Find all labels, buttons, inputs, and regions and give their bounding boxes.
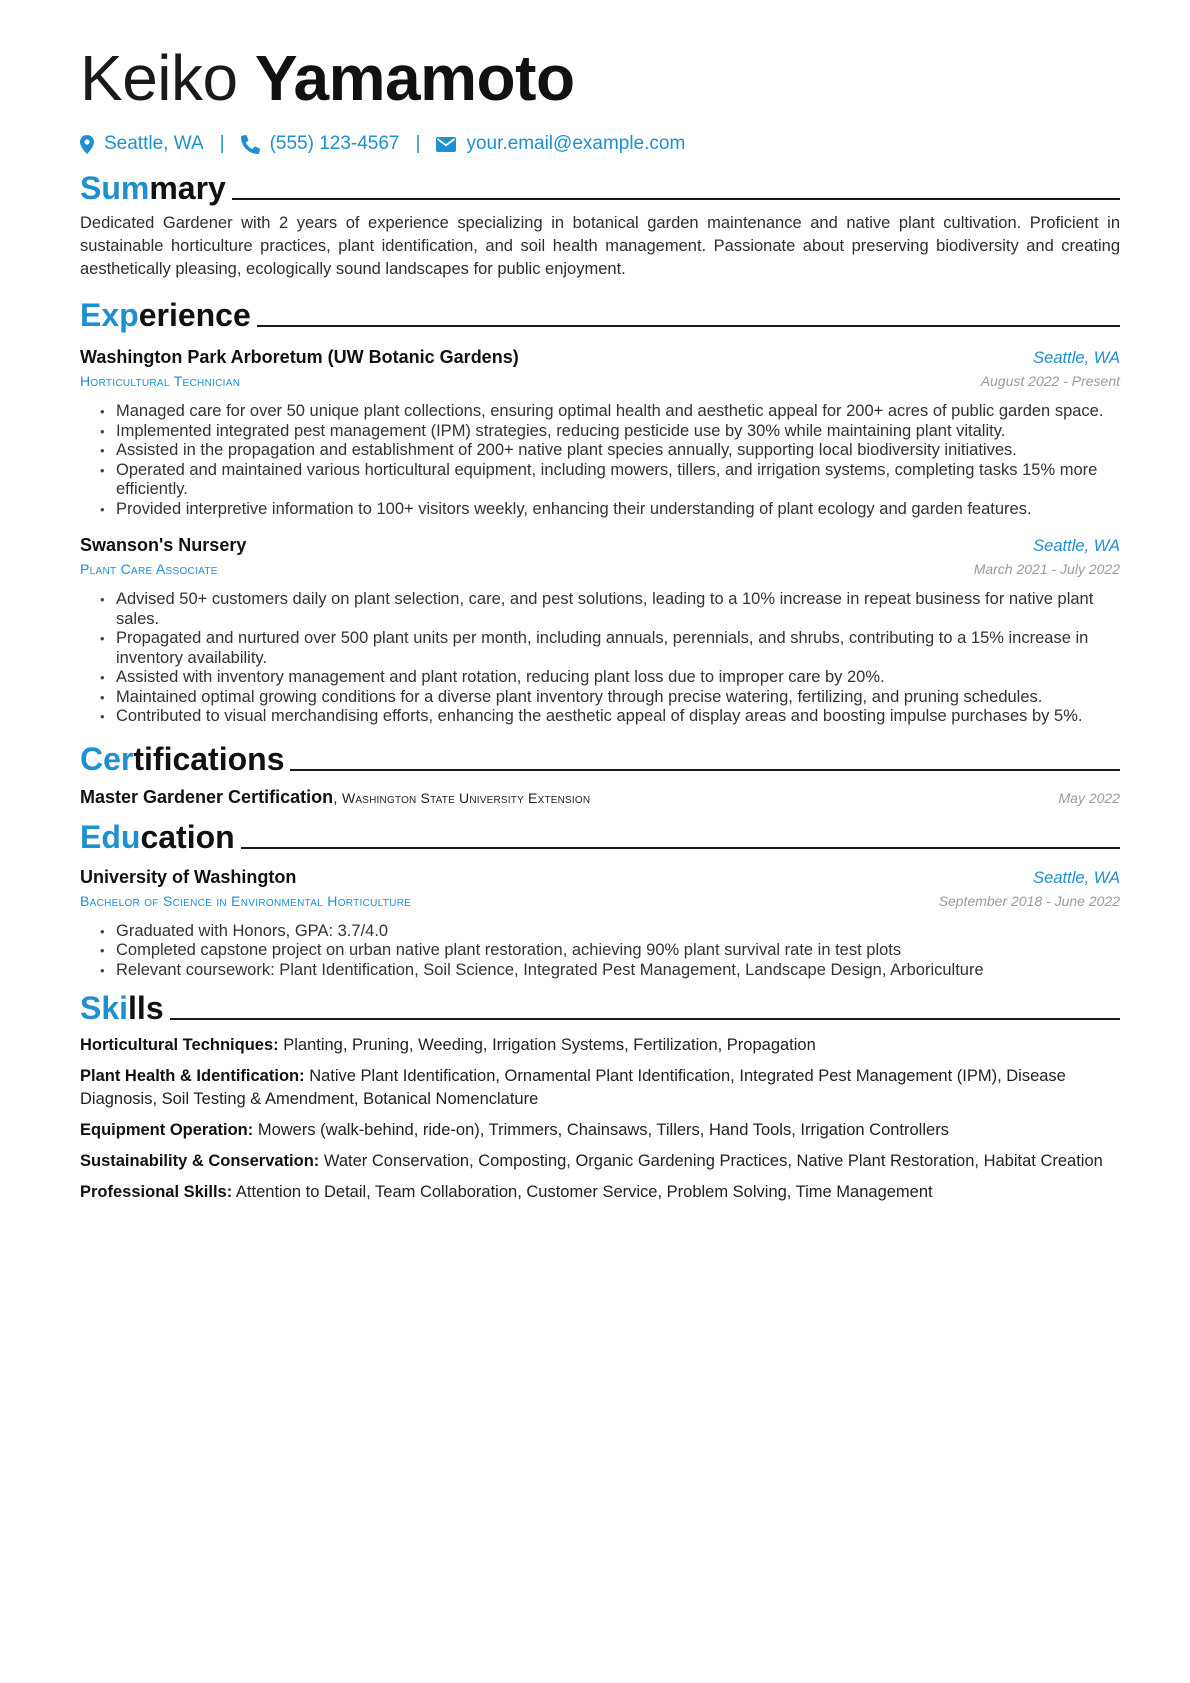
candidate-name <box>80 36 1120 120</box>
skills-list <box>80 1034 1120 1204</box>
skill-group-items: Native Plant Identification, Ornamental Plant Identification, Integrated Pest Management (IPM), Disease Diagnosis, Soil Testing & Amendment, Botanical Nomenclature <box>80 1067 1066 1108</box>
section-divider <box>257 325 1120 327</box>
summary-text: Dedicated Gardener with 2 years of experience specializing in botanical garden maintenance and native plant cultivation. Proficient in sustainable horticulture practices, plant identification, and soil health management. Passionate about preserving biodiversity and creating aesthetically pleasing, ecologically sound landscapes for public enjoyment. <box>80 214 1120 278</box>
skill-group <box>80 1181 1120 1204</box>
certification-entry <box>80 787 1120 809</box>
employer-name: Swanson's Nursery <box>80 535 247 555</box>
summary-section-header <box>80 166 1120 206</box>
skills-section-header <box>80 986 1120 1026</box>
education-bullets <box>80 922 1120 981</box>
job-bullets <box>80 402 1120 519</box>
contact-line <box>80 128 1120 160</box>
certification-name: Master Gardener Certification <box>80 786 334 807</box>
list-item: • Operated and maintained various horticultural equipment, including mowers, tillers, and irrigation systems, completing tasks 15% more efficiently. <box>116 461 1120 500</box>
section-title-summary: Summary <box>80 170 226 206</box>
job-dates: March 2021 - July 2022 <box>973 561 1120 577</box>
degree-name: Bachelor of Science in Environmental Horticulture <box>80 892 412 909</box>
skill-group-items: Attention to Detail, Team Collaboration, Customer Service, Problem Solving, Time Management <box>235 1183 933 1201</box>
certification-date: May 2022 <box>1058 789 1120 806</box>
skill-group-items: Water Conservation, Composting, Organic Gardening Practices, Native Plant Restoration, Habitat Creation <box>323 1152 1103 1170</box>
education-section-header <box>80 815 1120 855</box>
section-title-skills: Skills <box>80 990 164 1026</box>
school-location: Seattle, WA <box>1033 868 1120 887</box>
list-item: • Advised 50+ customers daily on plant selection, care, and pest solutions, leading to a 10% increase in repeat business for native plant sales. <box>116 590 1120 629</box>
skill-group-label: Plant Health & Identification: <box>80 1067 305 1085</box>
skill-group <box>80 1150 1120 1173</box>
list-item: • Managed care for over 50 unique plant collections, ensuring optimal health and aesthetic appeal for 200+ acres of public garden space. <box>116 402 1120 422</box>
contact-separator: | <box>415 133 421 154</box>
list-item: • Completed capstone project on urban native plant restoration, achieving 90% plant survival rate in test plots <box>116 941 1120 961</box>
section-title-experience: Experience <box>80 297 251 333</box>
section-title-certifications: Certifications <box>80 740 285 777</box>
skill-group-items: Planting, Pruning, Weeding, Irrigation Systems, Fertilization, Propagation <box>283 1036 816 1054</box>
location-text: Seattle, WA <box>104 133 204 154</box>
contact-separator: | <box>219 133 225 154</box>
experience-section-header <box>80 293 1120 333</box>
school-name: University of Washington <box>80 866 297 887</box>
section-divider <box>170 1018 1120 1020</box>
list-item: • Assisted in the propagation and establishment of 200+ native plant species annually, supporting local biodiversity initiatives. <box>116 441 1120 461</box>
job-bullets <box>80 590 1120 727</box>
contact-location <box>80 133 204 155</box>
certification-separator: , <box>333 789 338 807</box>
skill-group-items: Mowers (walk-behind, ride-on), Trimmers, Chainsaws, Tillers, Hand Tools, Irrigation Controllers <box>257 1121 949 1139</box>
envelope-icon <box>436 137 456 152</box>
certifications-section-header <box>80 737 1120 777</box>
education-dates: September 2018 - June 2022 <box>938 892 1120 909</box>
skill-group <box>80 1065 1120 1111</box>
section-divider <box>232 198 1120 200</box>
resume-page <box>80 36 1120 1204</box>
list-item: • Assisted with inventory management and plant rotation, reducing plant loss due to improper care by 20%. <box>116 668 1120 688</box>
certification-issuer: Washington State University Extension <box>341 789 591 806</box>
job-location: Seattle, WA <box>1033 349 1120 367</box>
skill-group-label: Horticultural Techniques: <box>80 1036 279 1054</box>
list-item: • Contributed to visual merchandising efforts, enhancing the aesthetic appeal of display areas and boosting impulse purchases by 5%. <box>116 707 1120 727</box>
phone-text: (555) 123-4567 <box>269 133 400 154</box>
skill-group <box>80 1119 1120 1142</box>
section-divider <box>241 847 1120 849</box>
list-item: • Graduated with Honors, GPA: 3.7/4.0 <box>116 922 1120 942</box>
section-title-education: Education <box>80 818 235 855</box>
job-role: Horticultural Technician <box>80 373 241 389</box>
list-item: • Propagated and nurtured over 500 plant units per month, including annuals, perennials, and shrubs, contributing to a 15% increase in inventory availability. <box>116 629 1120 668</box>
experience-entry <box>80 533 1120 727</box>
skill-group <box>80 1034 1120 1057</box>
experience-entry <box>80 345 1120 519</box>
education-entry <box>80 865 1120 981</box>
job-location: Seattle, WA <box>1033 537 1120 555</box>
email-link: your.email@example.com <box>466 133 686 154</box>
job-role: Plant Care Associate <box>80 561 218 577</box>
skill-group-label: Equipment Operation: <box>80 1121 254 1139</box>
job-dates: August 2022 - Present <box>980 373 1120 389</box>
employer-name: Washington Park Arboretum (UW Botanic Gardens) <box>80 347 519 367</box>
contact-phone[interactable] <box>241 133 400 155</box>
list-item: • Implemented integrated pest management (IPM) strategies, reducing pesticide use by 30% while maintaining plant vitality. <box>116 422 1120 442</box>
skill-group-label: Professional Skills: <box>80 1183 233 1201</box>
first-name: Keiko <box>80 42 238 114</box>
section-divider <box>290 769 1120 771</box>
list-item: • Provided interpretive information to 100+ visitors weekly, enhancing their understanding of plant ecology and garden features. <box>116 500 1120 520</box>
last-name: Yamamoto <box>254 42 575 114</box>
skill-group-label: Sustainability & Conservation: <box>80 1152 320 1170</box>
phone-icon <box>241 135 260 154</box>
map-marker-icon <box>80 135 94 154</box>
list-item: • Relevant coursework: Plant Identification, Soil Science, Integrated Pest Management, Landscape Design, Arboriculture <box>116 961 1120 981</box>
list-item: • Maintained optimal growing conditions for a diverse plant inventory through precise watering, fertilizing, and pruning schedules. <box>116 688 1120 708</box>
contact-email[interactable] <box>436 133 685 155</box>
